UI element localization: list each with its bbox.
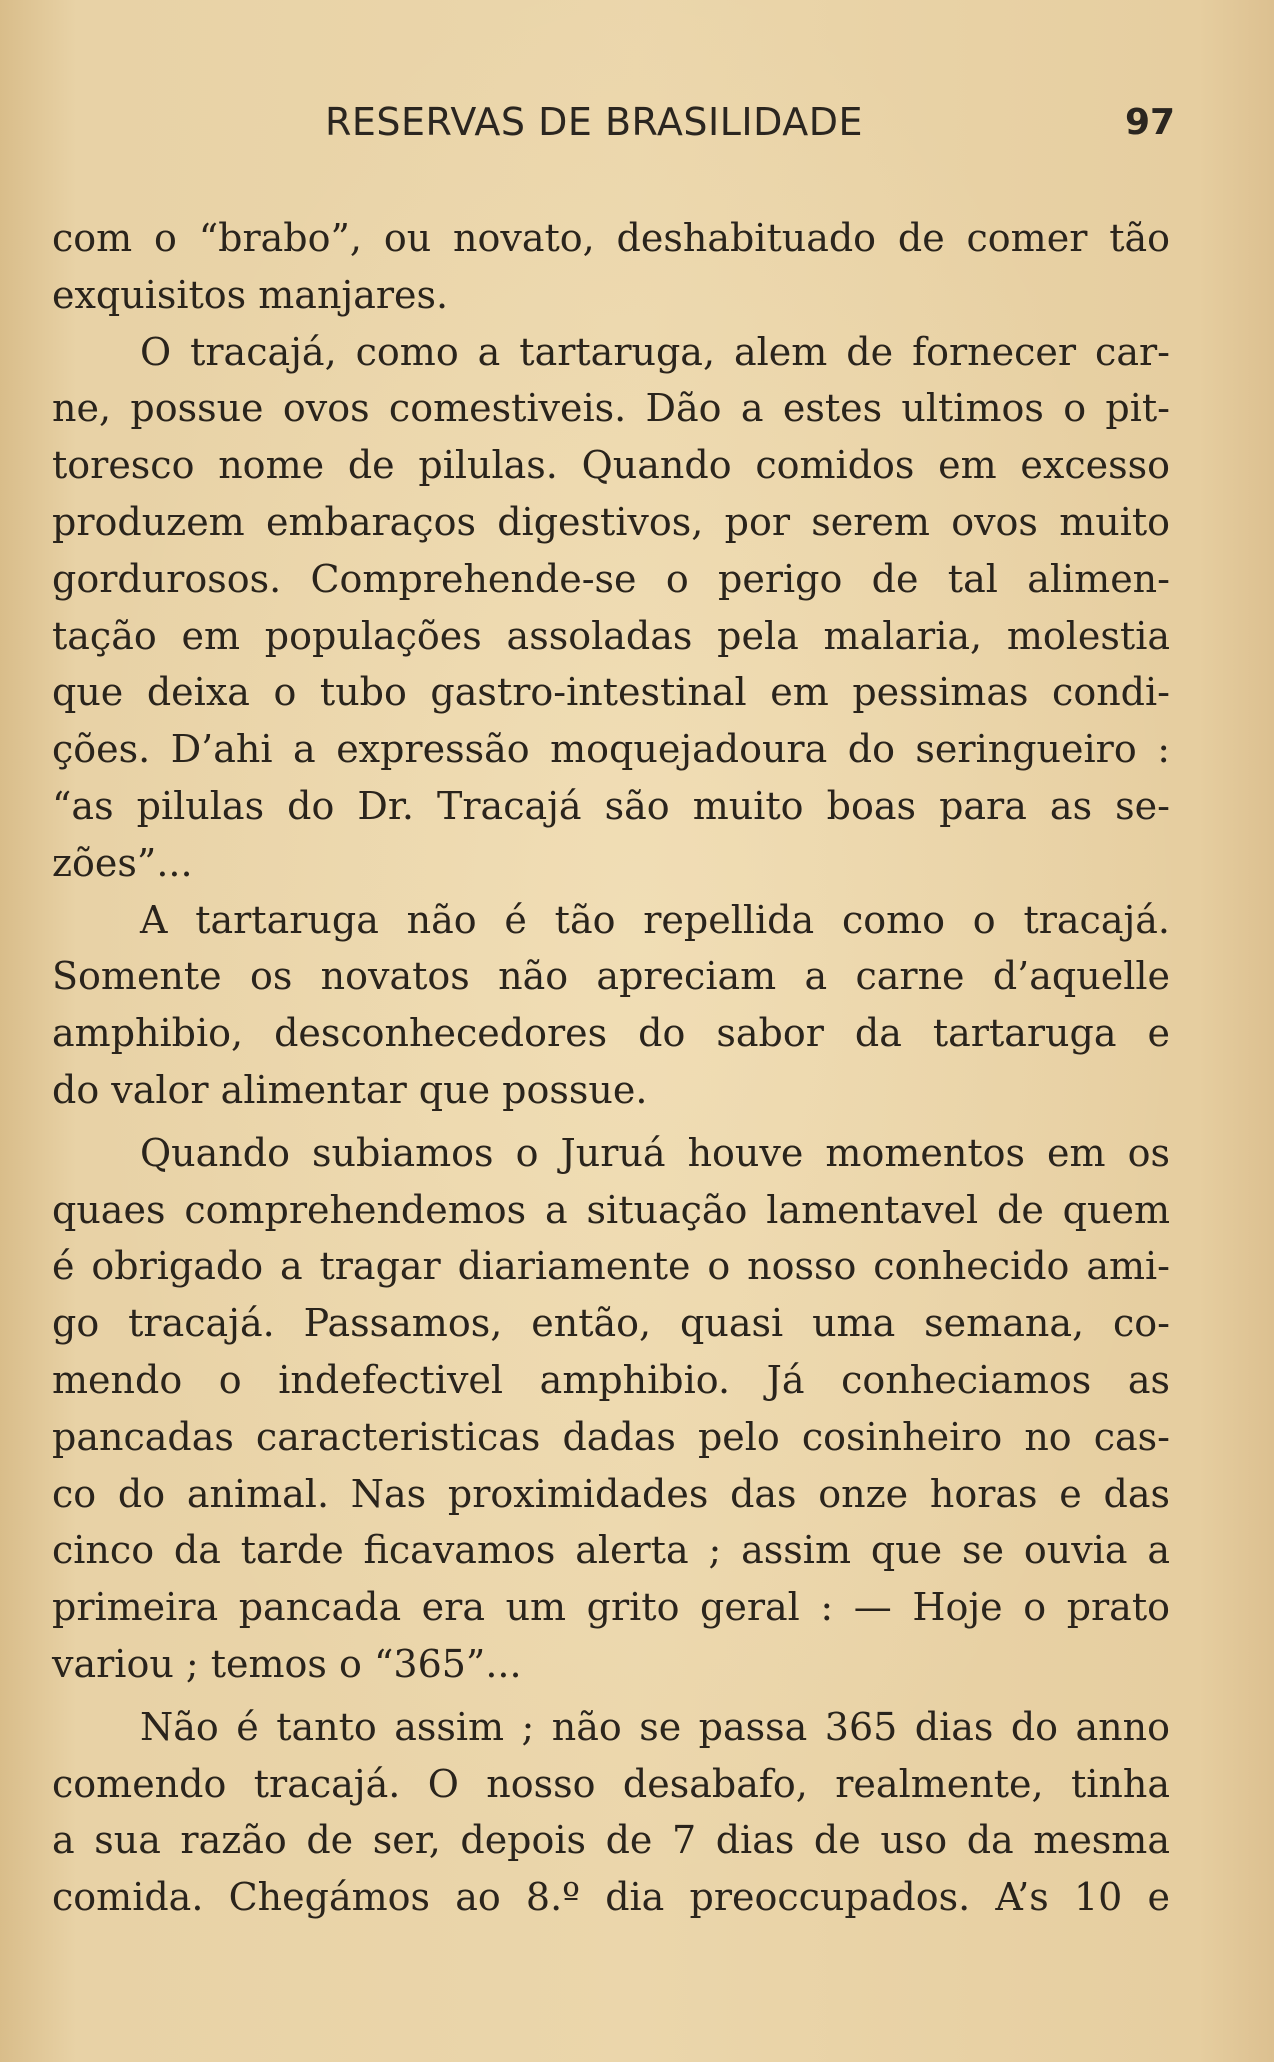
text-line: pancadas caracteristicas dadas pelo cosinheiro no cas-	[52, 1414, 1170, 1459]
text-line: co do animal. Nas proximidades das onze horas e das	[52, 1471, 1170, 1516]
text-line: ne, possue ovos comestiveis. Dão a estes ultimos o pit-	[52, 386, 1170, 431]
text-line: variou ; temos o “365”...	[52, 1641, 522, 1686]
page-header	[0, 100, 1274, 160]
text-line: comida. Chegámos ao 8.º dia preoccupados. A’s 10 e	[52, 1875, 1170, 1920]
text-line: Somente os novatos não apreciam a carne d’aquelle	[52, 954, 1170, 999]
text-line: cinco da tarde ficavamos alerta ; assim que se ouvia a	[52, 1528, 1170, 1573]
text-line: com o “brabo”, ou novato, deshabituado de comer tão	[52, 216, 1170, 260]
text-line: ções. D’ahi a expressão moquejadoura do seringueiro :	[52, 727, 1170, 772]
text-line: mendo o indefectivel amphibio. Já conheciamos as	[52, 1357, 1170, 1402]
running-title: RESERVAS DE BRASILIDADE	[325, 100, 863, 144]
text-line: amphibio, desconhecedores do sabor da tartaruga e	[52, 1011, 1170, 1056]
text-line: que deixa o tubo gastro-intestinal em pessimas condi-	[52, 670, 1170, 715]
text-line: gordurosos. Comprehende-se o perigo de tal alimen-	[52, 556, 1170, 601]
text-line: go tracajá. Passamos, então, quasi uma semana, co-	[52, 1301, 1170, 1346]
page-number: 97	[1125, 102, 1176, 143]
body-text	[52, 210, 1170, 1926]
text-line: A tartaruga não é tão repellida como o tracajá.	[140, 897, 1170, 942]
text-line: Não é tanto assim ; não se passa 365 dias do anno	[140, 1704, 1170, 1749]
text-line: do valor alimentar que possue.	[52, 1067, 648, 1112]
text-line: quaes comprehendemos a situação lamentavel de quem	[52, 1187, 1170, 1232]
text-line: O tracajá, como a tartaruga, alem de fornecer car-	[140, 329, 1170, 374]
text-line: produzem embaraços digestivos, por serem ovos muito	[52, 499, 1170, 544]
text-line: comendo tracajá. O nosso desabafo, realmente, tinha	[52, 1761, 1170, 1806]
text-line: é obrigado a tragar diariamente o nosso conhecido ami-	[52, 1244, 1170, 1289]
text-line: tação em populações assoladas pela malaria, molestia	[52, 613, 1170, 658]
text-line: Quando subiamos o Juruá houve momentos em os	[140, 1130, 1170, 1175]
text-line: “as pilulas do Dr. Tracajá são muito boas para as se-	[52, 783, 1170, 828]
text-line: primeira pancada era um grito geral : — Hoje o prato	[52, 1585, 1170, 1630]
text-line: a sua razão de ser, depois de 7 dias de uso da mesma	[52, 1818, 1170, 1863]
text-line: zões”...	[52, 840, 193, 885]
text-line: toresco nome de pilulas. Quando comidos em excesso	[52, 443, 1170, 488]
text-line: exquisitos manjares.	[52, 272, 449, 317]
